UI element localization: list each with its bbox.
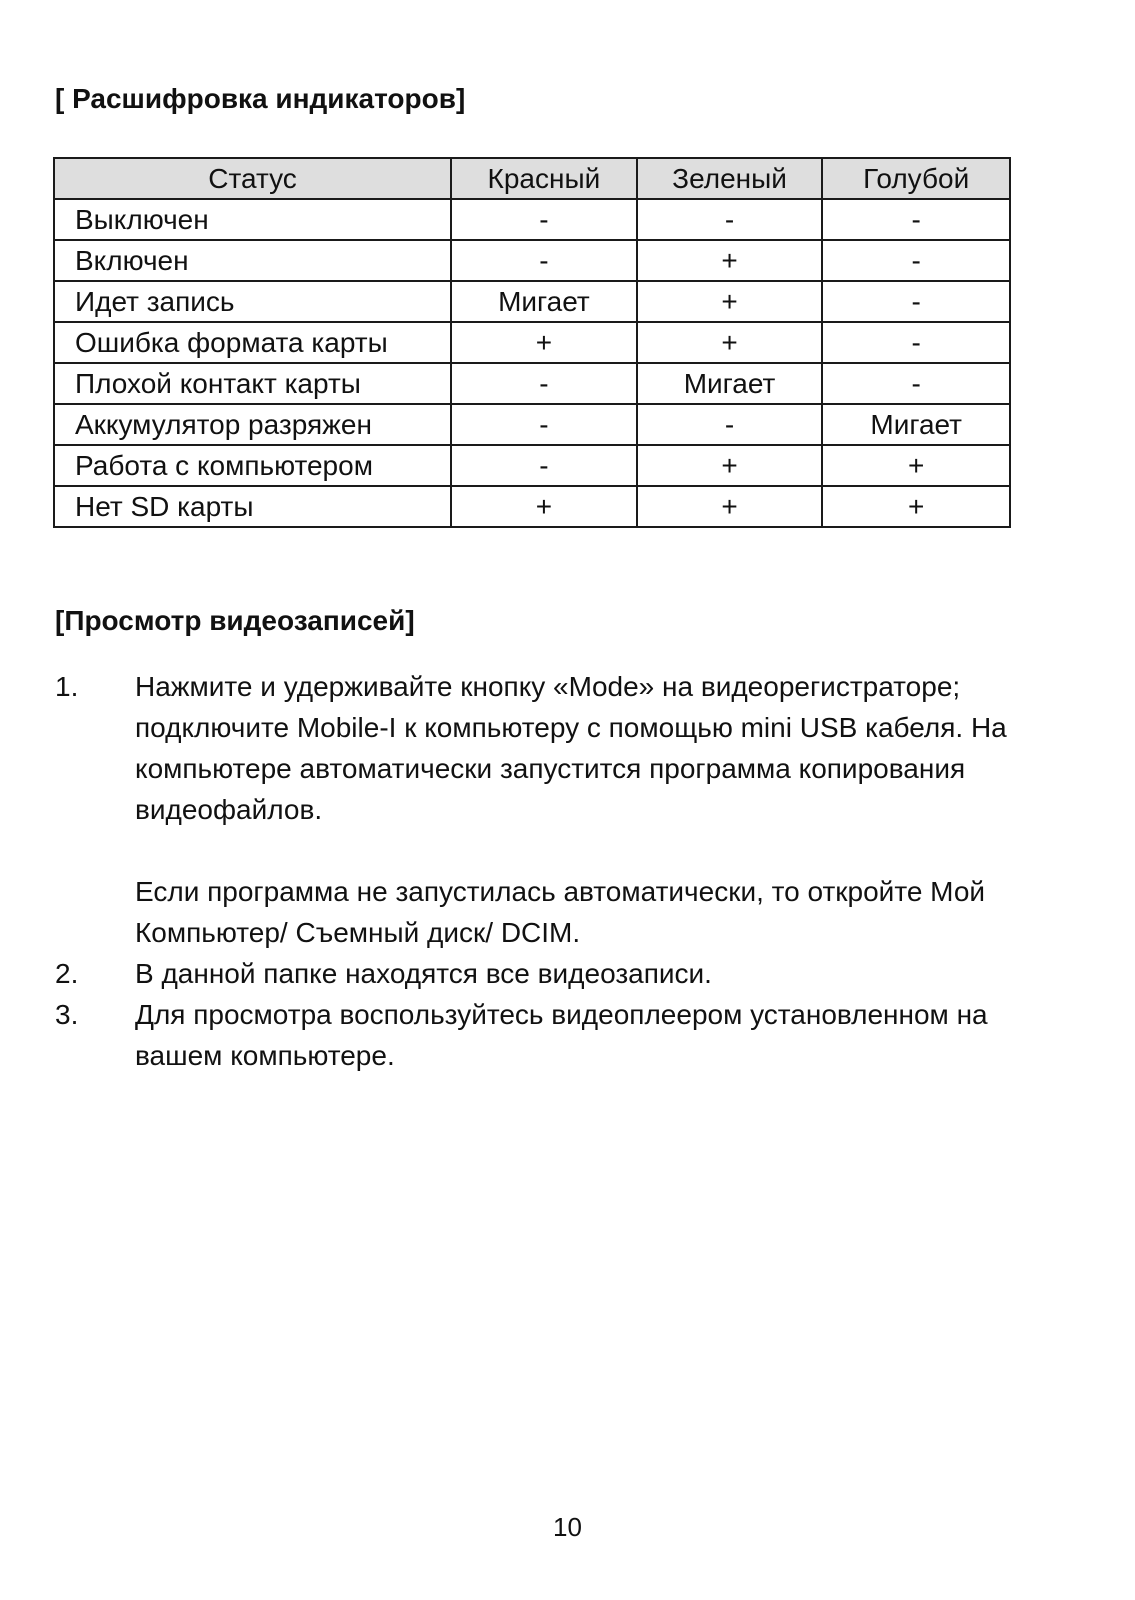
indicator-status-table	[53, 157, 1011, 528]
status-label: Идет запись	[54, 281, 451, 322]
list-item	[0, 994, 1135, 1076]
table-row	[54, 363, 1010, 404]
table-row	[54, 199, 1010, 240]
blue-value: -	[822, 240, 1010, 281]
red-value: +	[451, 486, 637, 527]
green-value: +	[637, 240, 823, 281]
step-number: 1.	[55, 671, 79, 702]
green-value: +	[637, 322, 823, 363]
green-value: +	[637, 486, 823, 527]
green-value: +	[637, 445, 823, 486]
table-row	[54, 404, 1010, 445]
red-value: -	[451, 363, 637, 404]
table-header-row	[54, 158, 1010, 199]
table-row	[54, 445, 1010, 486]
table-row	[54, 281, 1010, 322]
blue-value: +	[822, 486, 1010, 527]
green-value: -	[637, 404, 823, 445]
step-number: 2.	[55, 958, 79, 989]
red-value: -	[451, 445, 637, 486]
green-value: -	[637, 199, 823, 240]
blue-value: -	[822, 199, 1010, 240]
step-number: 3.	[55, 999, 79, 1030]
status-label: Работа с компьютером	[54, 445, 451, 486]
status-label: Плохой контакт карты	[54, 363, 451, 404]
list-item	[0, 666, 1135, 953]
blue-value: -	[822, 322, 1010, 363]
list-item	[0, 953, 1135, 994]
step-text: В данной папке находятся все видеозаписи.	[135, 958, 712, 989]
page-number: 10	[553, 1512, 582, 1542]
step-text: Для просмотра воспользуйтесь видеоплеером установленном на вашем компьютере.	[135, 999, 988, 1071]
column-header-blue: Голубой	[822, 158, 1010, 199]
status-label: Ошибка формата карты	[54, 322, 451, 363]
blue-value: Мигает	[822, 404, 1010, 445]
status-label: Выключен	[54, 199, 451, 240]
status-label: Включен	[54, 240, 451, 281]
column-header-status: Статус	[54, 158, 451, 199]
red-value: Мигает	[451, 281, 637, 322]
table-row	[54, 486, 1010, 527]
table-row	[54, 322, 1010, 363]
green-value: Мигает	[637, 363, 823, 404]
status-label: Аккумулятор разряжен	[54, 404, 451, 445]
video-viewing-section-title: [Просмотр видеозаписей]	[55, 605, 415, 636]
column-header-green: Зеленый	[637, 158, 823, 199]
blue-value: -	[822, 281, 1010, 322]
blue-value: +	[822, 445, 1010, 486]
instruction-list	[0, 666, 1135, 1076]
red-value: -	[451, 199, 637, 240]
red-value: -	[451, 240, 637, 281]
column-header-red: Красный	[451, 158, 637, 199]
step-text: Нажмите и удерживайте кнопку «Mode» на видеорегистраторе; подключите Mobile-I к компьютеру с помощью mini USB кабеля. На компьютере автоматически запустится программа копирования видеофайлов.	[135, 671, 1007, 825]
green-value: +	[637, 281, 823, 322]
indicator-section-title: [ Расшифровка индикаторов]	[55, 83, 466, 114]
red-value: +	[451, 322, 637, 363]
red-value: -	[451, 404, 637, 445]
blue-value: -	[822, 363, 1010, 404]
step-note: Если программа не запустилась автоматически, то откройте Мой Компьютер/ Съемный диск/ DCIM.	[135, 876, 986, 948]
table-row	[54, 240, 1010, 281]
status-label: Нет SD карты	[54, 486, 451, 527]
